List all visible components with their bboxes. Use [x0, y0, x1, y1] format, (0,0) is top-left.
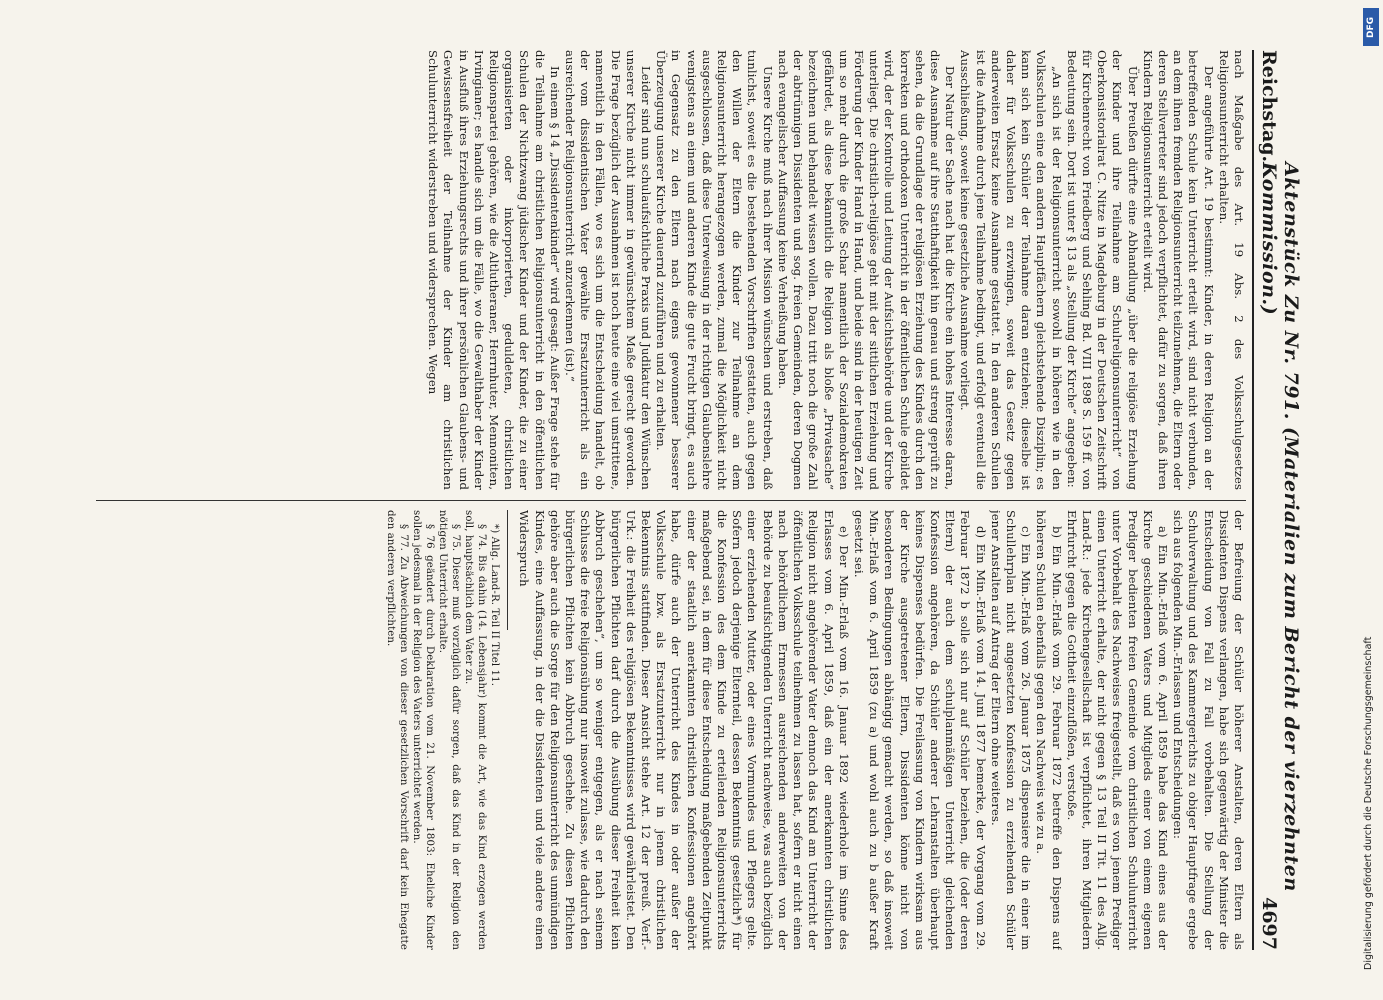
- paragraph: Der Natur der Sache nach hat die Kirche ein hohes Interesse daran, diese Ausnahme auf ihre Statthaftigkeit hin genau und streng geprüft zu sehen, da die Grundlage der religiösen Erziehung des Kindes durch den korrekten und orthodoxen Unterricht in der öffentlichen Schule gebildet wird, der der Kontrolle und Leitung der Aufsichtsbehörde und der Kirche unterliegt. Die christlich-religiöse geht mit der sittlichen Erziehung und Förderung der Kinder Hand in Hand, und beide sind in der heutigen Zeit um so mehr durch die große Schar namentlich der Sozialdemokraten gefährdet, als diese bekanntlich die Religion als bloße „Privatsache“ bezeichnen und behandelt wissen wollen. Dazu tritt noch die große Zahl der abtrünnigen Dissidenten und sog. freien Gemeinden, deren Dogmen nach evangelischer Auffassung keine Verheißung haben.: [775, 50, 958, 490]
- paragraph: Der angeführte Art. 19 bestimmt: Kinder, in deren Religion an der betreffenden Schule kein Unterricht erteilt wird, sind nicht verbunden, an dem ihnen fremden Religionsunterricht teilzunehmen, die Eltern oder deren Stellvertreter sind jedoch verpflichtet, dafür zu sorgen, daß ihren Kindern Religionsunterricht erteilt wird.: [1140, 50, 1216, 490]
- dfg-logo: DFG: [1363, 8, 1379, 46]
- page-header: [1252, 50, 1302, 950]
- footnote: § 74. Bis dahin (14. Lebensjahr) kommt die Art, wie das Kind erzogen werden soll, hauptsächlich dem Vater zu.: [463, 510, 488, 950]
- column-right: [96, 510, 1246, 950]
- paragraph: In einem § 14 „Dissidentenkinder“ wird gesagt: Außer Frage stehe für die Teilnahme am christlichen Religionsunterricht in den öffentlichen Schulen der Nichtzwang jüdischer Kinder und der Kinder, die zu einer organisierten oder inkorporierten, geduldeten, christlichen Religionspartei gehören, wie die Altlutheraner, Herrnhuter, Mennoniten, Irvingianer; es handle sich um die Fälle, wo die Gewalthaber der Kinder in Ausfluß ihres Erziehungsrechts und ihrer persönlichen Glaubens- und Gewissensfreiheit der Teilnahme der Kinder am christlichen Schulunterricht widerstreben und widersprechen. Wegen: [426, 50, 562, 490]
- footnote-rule: [507, 510, 508, 630]
- footnote: § 75. Dieser muß vorzüglich dafür sorgen, daß das Kind in der Religion den nötigen Unterricht erhalte.: [437, 510, 462, 950]
- paragraph: der Befreiung der Schüler höherer Anstalten, deren Eltern als Dissidenten Dispens verlangen, habe sich gegenwärtig der Minister die Entscheidung von Fall zu Fall vorbehalten. Die Stellung der Schulverwaltung und des Kammergerichts zu obiger Hauptfrage ergebe sich aus folgenden Min.-Erlassen und Entscheidungen:: [1171, 510, 1246, 950]
- paragraph: b) Ein Min.-Erlaß vom 29. Februar 1872 betreffe den Dispens auf höheren Schulen ebenfalls gegen den Nachweis wie zu a.: [1034, 510, 1064, 950]
- paragraph: d) Ein Min.-Erlaß vom 14. Juni 1877 bemerke, der Vorgang vom 29. Februar 1872 b solle sich nur auf Schüler beziehen, die (oder deren Eltern) der auch dem schulplanmäßigen Unterricht gleichenden Konfession angehören, da Schüler anderer Lehranstalten überhaupt keines Dispenses bedürfen. Die Freilassung von Kindern wirksam aus der Kirche ausgetretener Eltern, Dissidenten könne nicht von besonderen Bedingungen abhängig gemacht werden, so daß insoweit Min.-Erlaß vom 6. April 1859 (zu a) und wohl auch zu b außer Kraft gesetzt sei.: [851, 510, 988, 950]
- footnote: § 77. Zu Abweichungen von dieser gesetzlichen Vorschrift darf kein Ehegatte den anderen verpflichten.: [385, 510, 410, 950]
- paragraph: Unsere Kirche muß nach ihrer Mission wünschen und erstreben, daß tunlichst, soweit es die bestehenden Vorschriften gestatten, auch gegen den Willen der Eltern die Kinder zur Teilnahme an dem Religionsunterricht herangezogen werden, zumal die Möglichkeit nicht ausgeschlossen, daß diese Unterweisung in der richtigen Glaubenslehre wenigstens an einem und anderen Kinde die gute Frucht bringt, es auch in Gegensatz zu den Eltern nach eigens gewonnener besserer Überzeugung unserer Kirche dauernd zuzuführen und zu erhalten.: [654, 50, 775, 490]
- header-title: Aktenstück Zu Nr. 791. (Materialien zum Bericht der vierzehnten Kommission.): [1258, 162, 1302, 892]
- paragraph: Leider sind nun schulaufsichtliche Praxis und Judikatur den Wünschen unserer Kirche nicht immer in gewünschtem Maße gerecht geworden. Die Frage bezüglich der Ausnahmen ist noch heute eine viel umstrittene, namentlich in den Fällen, wo es sich um die Entscheidung handelt, ob der vom dissidentischen Vater gewählte Ersatzunterricht als ein ausreichender Religionsunterricht anzuerkennen (ist).“: [563, 50, 654, 490]
- paragraph: „An sich ist der Religionsunterricht sowohl in höheren wie in den Volksschulen eine den andern Hauptfächern gleichstehende Disziplin; es kann sich kein Schüler der Teilnahme daran entziehen; dieselbe ist daher für Volksschulen zu erzwingen, soweit das Gesetz gegen anderweiten Ersatz keine Ausnahme gestattet. In den anderen Schulen ist die Aufnahme durch jene Teilnahme bedingt, und erfolgt eventuell die Ausschließung, soweit keine gesetzliche Ausnahme vorliegt.: [958, 50, 1064, 490]
- digitization-note: Digitalisierung gefördert durch die Deutsche Forschungsgemeinschaft: [1363, 636, 1374, 970]
- column-divider: [96, 490, 1246, 510]
- header-left: Reichstag.: [1258, 50, 1280, 163]
- rotated-document-sheet: [70, 50, 1310, 950]
- paragraph: e) Der Min.-Erlaß vom 16. Januar 1892 wiederhole im Sinne des Erlasses vom 6. April 1859, daß ein der anerkannten christlichen Religion nicht angehörender Vater dennoch das Kind am Unterricht der öffentlichen Volksschule teilnehmen zu lassen hat, sofern er nicht einen nach behördlichem Ermessen ausreichenden anderweiten von der Behörde zu beaufsichtigenden Unterricht nachweise, was auch bezüglich einer erziehenden Mutter, oder eines Vormundes und Pflegers gelte. Sofern jedoch derjenige Elternteil, dessen Bekenntnis gesetzlich*) für die Konfession des dem Kinde zu erteilenden Religionsunterrichts maßgebend sei, in dem für diese Entscheidung maßgebenden Zeitpunkt einer der staatlich anerkannten christlichen Konfessionen angehört habe, dürfe auch der Unterricht des Kindes in oder außer der Volksschule bzw. als Ersatzunterricht nur in jenem christlichen Bekenntnis stattfinden. Dieser Ansicht stehe Art. 12 der preuß. Verf.-Urk.: die Freiheit des religiösen Bekenntnisses wird gewährleistet. Den bürgerlichen Pflichten darf durch die Ausübung dieser Freiheit kein Abbruch geschehen“, um so weniger entgegen, als er nach seinem Schlusse die freie Religionsübung nur insoweit zulasse, wie dadurch den bürgerlichen Pflichten kein Abbruch geschehe. Zu diesen Pflichten gehöre aber auch die Sorge für den Religionsunterricht des unmündigen Kindes, eine Auffassung, in der die Dissidenten und viele andere einen Widerspruch: [517, 510, 851, 950]
- column-left: [96, 50, 1246, 490]
- paragraph: a) Ein Min.-Erlaß vom 6. April 1859 habe das Kind eines aus der Kirche geschiedenen Vaters und Mitglieds einer von einem eigenen Prediger bedienten freien Gemeinde vom christlichen Schulunterricht unter Vorbehalt des Nachweises freigestellt, daß es von jenem Prediger einen Unterricht erhalte, der nicht gegen § 13 Teil II Tit. 11 des Allg. Land-R.: jede Kirchengesellschaft ist verpflichtet, ihren Mitgliedern Ehrfurcht gegen die Gottheit einzuflößen, verstoße.: [1064, 510, 1170, 950]
- footnotes: [384, 510, 501, 950]
- paragraph: c) Ein Min.-Erlaß vom 26. Januar 1875 dispensiere die in einer im Schullehrplan nicht angesetzten Konfession zu erziehenden Schüler jener Anstalten auf Antrag der Eltern ohne weiteres.: [988, 510, 1034, 950]
- page-number: 4697: [1258, 897, 1280, 950]
- footnote: § 76 geändert durch Deklaration vom 21. November 1803: Eheliche Kinder sollen jedesmal in der Religion des Vaters unterrichtet werden.: [411, 510, 436, 950]
- text-columns: [96, 50, 1246, 950]
- footnote: *) Allg. Land-R. Teil II Titel 11.: [489, 524, 501, 687]
- paragraph: Über Preußen dürfte eine Abhandlung „über die religiöse Erziehung der Kinder und ihre Teilnahme am Schulreligionsunterricht“ von Oberkonsistorialrat C. Nitze in Magdeburg in der Deutschen Zeitschrift für Kirchenrecht von Friedberg und Sehling Bd. VIII 1898 S. 159 ff. von Bedeutung sein. Dort ist unter § 13 als „Stellung der Kirche“ angegeben:: [1064, 50, 1140, 490]
- paragraph: nach Maßgabe des Art. 19 Abs. 2 des Volksschulgesetzes Religionsunterricht erhalten.: [1216, 50, 1246, 490]
